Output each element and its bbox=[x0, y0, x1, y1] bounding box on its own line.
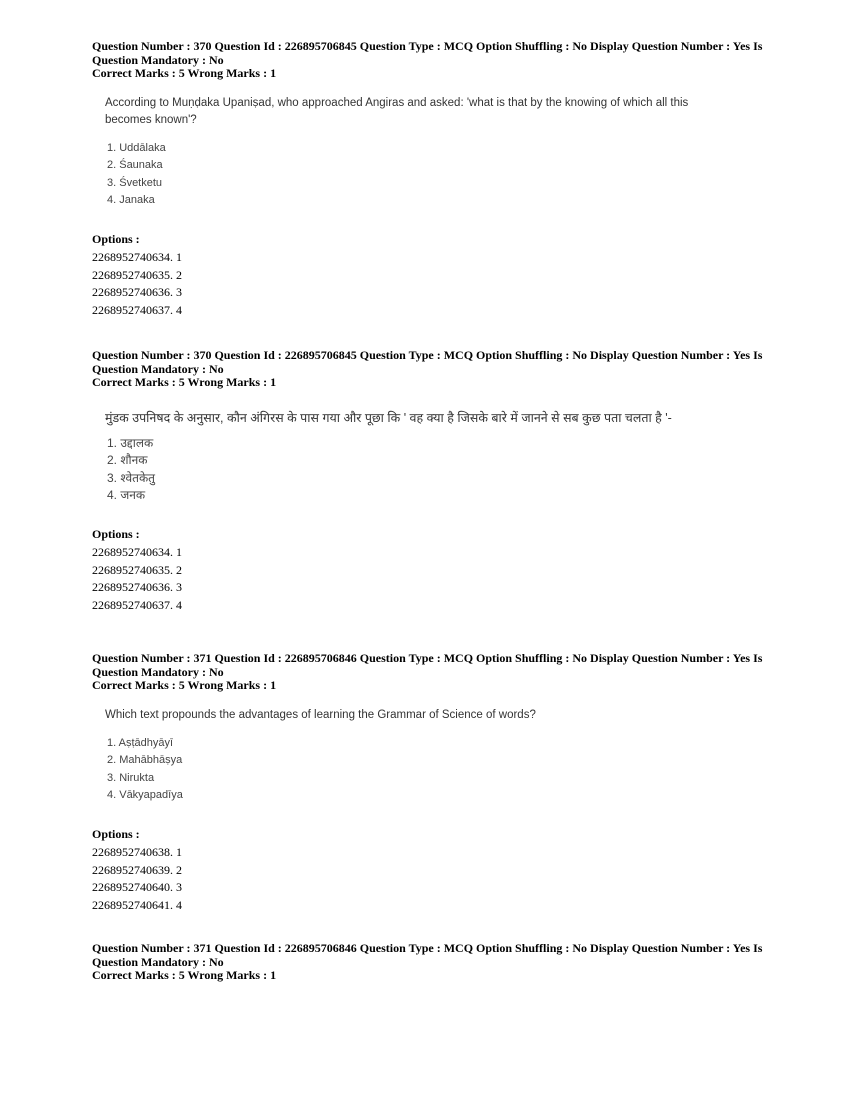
question-mandatory: Question Mandatory : No bbox=[92, 954, 224, 969]
option-id: 2268952740640. 3 bbox=[92, 880, 182, 895]
question-text: Which text propounds the advantages of learning the Grammar of Science of words? bbox=[105, 708, 536, 721]
answer-choice: 1. उद्दालक bbox=[107, 435, 154, 450]
question-header: Question Number : 370 Question Id : 226895706845 Question Type : MCQ Option Shuffling : No Display Question Number : Yes Is bbox=[92, 348, 763, 362]
question-block bbox=[92, 942, 772, 983]
answer-choice: 4. Janaka bbox=[107, 194, 155, 207]
options-label: Options : bbox=[92, 526, 140, 541]
option-id: 2268952740637. 4 bbox=[92, 598, 182, 613]
answer-choice: 1. Uddālaka bbox=[107, 141, 166, 154]
answer-choice: 2. Śaunaka bbox=[107, 159, 163, 172]
question-marks: Correct Marks : 5 Wrong Marks : 1 bbox=[92, 66, 277, 80]
question-marks: Correct Marks : 5 Wrong Marks : 1 bbox=[92, 678, 277, 692]
answer-choices bbox=[107, 435, 772, 505]
answer-choice: 4. Vākyapadīya bbox=[107, 789, 183, 802]
question-marks: Correct Marks : 5 Wrong Marks : 1 bbox=[92, 375, 277, 389]
answer-choice: 3. Śvetketu bbox=[107, 176, 163, 189]
answer-choice: 3. श्वेतकेतु bbox=[107, 470, 156, 485]
question-marks: Correct Marks : 5 Wrong Marks : 1 bbox=[92, 968, 277, 982]
question-header: Question Number : 370 Question Id : 226895706845 Question Type : MCQ Option Shuffling : No Display Question Number : Yes Is bbox=[92, 39, 763, 53]
question-mandatory: Question Mandatory : No bbox=[92, 664, 224, 679]
options-label: Options : bbox=[92, 826, 140, 841]
answer-choice: 2. शौनक bbox=[107, 453, 148, 468]
question-header: Question Number : 371 Question Id : 226895706846 Question Type : MCQ Option Shuffling : No Display Question Number : Yes Is bbox=[92, 651, 763, 665]
question-mandatory: Question Mandatory : No bbox=[92, 361, 224, 376]
option-id: 2268952740634. 1 bbox=[92, 544, 182, 559]
answer-choices bbox=[107, 735, 772, 805]
question-text: मुंडक उपनिषद के अनुसार, कौन अंगिरस के पास गया और पूछा कि ' वह क्या है जिसके बारे में जानने से सब कुछ पता चलता है '- bbox=[105, 410, 672, 425]
question-text: According to Muṇḍaka Upaniṣad, who approached Angiras and asked: 'what is that by the knowing of which all this becomes known'? bbox=[105, 96, 689, 126]
question-block bbox=[92, 652, 772, 915]
answer-choice: 2. Mahābhāṣya bbox=[107, 754, 183, 767]
question-block bbox=[92, 40, 772, 320]
question-block bbox=[92, 349, 772, 615]
answer-choice: 1. Aṣṭādhyāyī bbox=[107, 736, 174, 749]
option-id: 2268952740641. 4 bbox=[92, 898, 182, 913]
option-id: 2268952740637. 4 bbox=[92, 303, 182, 318]
option-id: 2268952740638. 1 bbox=[92, 844, 182, 859]
question-mandatory: Question Mandatory : No bbox=[92, 52, 224, 67]
option-id: 2268952740636. 3 bbox=[92, 285, 182, 300]
question-header: Question Number : 371 Question Id : 226895706846 Question Type : MCQ Option Shuffling : No Display Question Number : Yes Is bbox=[92, 941, 763, 955]
option-id: 2268952740635. 2 bbox=[92, 562, 182, 577]
option-id: 2268952740635. 2 bbox=[92, 267, 182, 282]
answer-choices bbox=[107, 140, 772, 210]
option-id: 2268952740639. 2 bbox=[92, 862, 182, 877]
option-id: 2268952740634. 1 bbox=[92, 249, 182, 264]
options-label: Options : bbox=[92, 231, 140, 246]
answer-choice: 3. Nirukta bbox=[107, 771, 155, 784]
answer-choice: 4. जनक bbox=[107, 488, 146, 503]
option-id: 2268952740636. 3 bbox=[92, 580, 182, 595]
